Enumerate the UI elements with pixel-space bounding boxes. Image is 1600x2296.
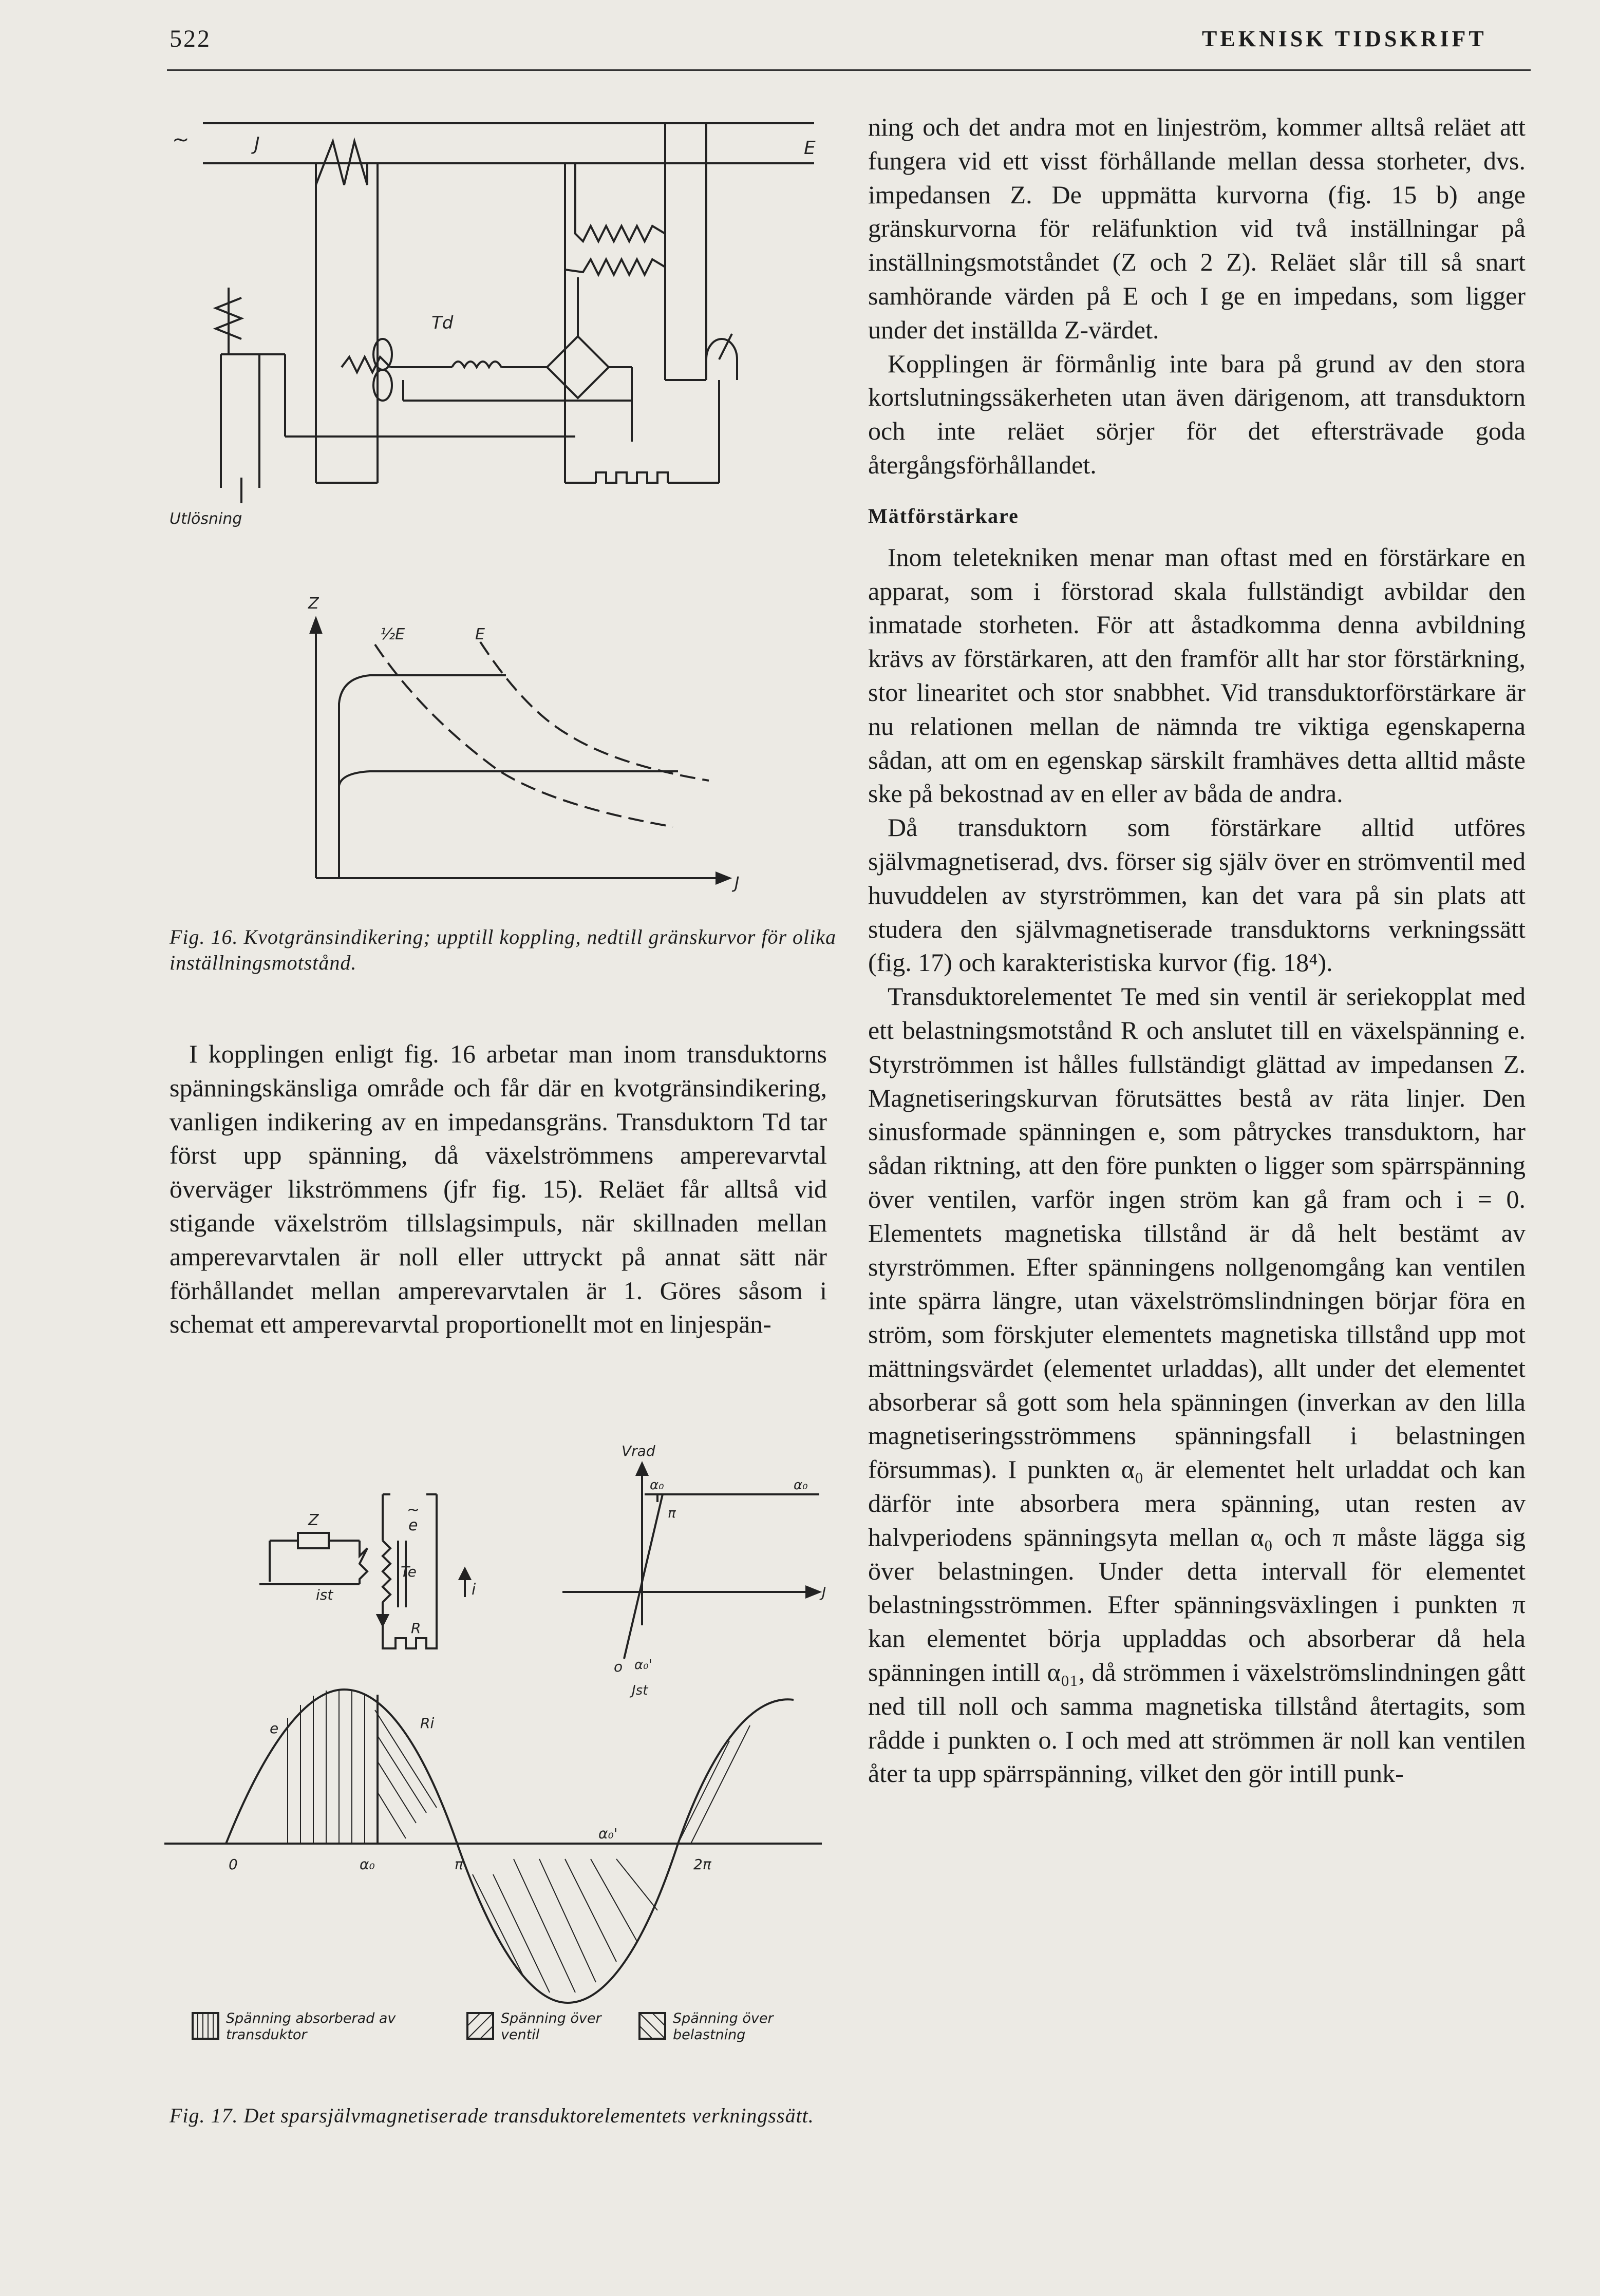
td-label: Td xyxy=(431,313,454,333)
right-p5: Transduktorelementet Te med sin ventil är seriekopplat med ett belastningsmotstånd R och anslutet till en växelspänning e. Styrströmmen ist hålles fullständigt glättad av impedansen Z. Magnetiseringskurvan förutsättes bestå av räta linjer. Den sinusformade spänningen e, som påtryckes transduktorn, har sådan riktning, att den före punkten o ligger som spärrspänning över ventilen, varför ingen ström kan gå fram och i = 0. Elementets magnetiska tillstånd är då helt bestämt av styrströmmen. Efter spänningens nollgenomgång kan ventilen inte spärra längre, utan växelströmslindningen börjar föra en ström, som förskjuter elementets magnetiska tillstånd upp mot mättningsvärdet (elementet urladdas), allt under det elementet absorberar så gott som hela spänningen (inverkan av den lilla magnetiseringsströmmens spänningsfall i belastningen försummas). I punkten α₀ är elementet helt urladdat och kan därför inte absorbera mera spänning, utan resten av halvperiodens spänningsyta mellan α₀ och π måste lägga sig över belastningen. Under detta intervall för elementet belastningsströmmen. Efter spänningsväxlingen i punkten π kan elementet börja uppladdas och absorberar då hela spänningen intill α₀₁, då strömmen i växelströmslindningen gått ned till noll och samma magnetiska tillstånd återtagits, som rådde i punkten o. I och med att strömmen är noll kan ventilen åter ta upp spärrspänning, vilket den gör intill punk- xyxy=(868,982,1526,1788)
sine-wave xyxy=(226,1690,794,2003)
right-p3: Inom teletekniken menar man oftast med en förstärkare en apparat, som i förstorad skala fullständigt avbildar den inmatade storheten. För att åstadkomma denna avbildning krävs av förstärkaren, att den framför allt har stor förstärkning, stor linearitet och stor snabbhet. Vid transduktorförstärkare är nu relationen mellan de nämnda tre viktiga egenskaperna sådan, att om en egenskap särskilt framhäves detta alltid måste ske på bekostnad av en eller av båda de andra. xyxy=(868,542,1526,808)
hatch-load xyxy=(375,1710,750,1844)
legend-absorbed: Spänning absorberad av transduktor xyxy=(226,2010,396,2043)
o2-label: 0 xyxy=(229,1856,238,1873)
z-axis-label: Z xyxy=(308,595,319,613)
e-curve-label: E xyxy=(475,625,485,643)
fig17-caption: Fig. 17. Det sparsjälvmagnetiserade transduktorelementets verkningssätt. xyxy=(170,2104,814,2127)
curve-e-dashed xyxy=(480,642,709,781)
legend-valve: Spänning över ventil xyxy=(501,2010,601,2043)
ist-label: ist xyxy=(316,1586,333,1603)
legend-load: Spänning över belastning xyxy=(673,2010,774,2043)
e2-label: e xyxy=(270,1720,279,1737)
i-label: i xyxy=(472,1581,476,1599)
r-label: R xyxy=(411,1620,421,1637)
curve-lower xyxy=(339,771,678,786)
two-pi-label: 2π xyxy=(693,1856,711,1873)
ri-label: Ri xyxy=(420,1715,435,1732)
vrad-label: Vrad xyxy=(622,1443,655,1459)
section-heading: Mätförstärkare xyxy=(868,504,1019,527)
right-p1: ning och det andra mot en linjeström, kommer alltså reläet att fungera vid ett visst förhållande mellan dessa storheter, dvs. impedansen Z. De uppmätta kurvorna (fig. 15 b) ange gränskurvorna för reläfunktion vid två inställningar på inställningsmotståndet (Z och 2 Z). Reläet slår till så snart samhörande värden på E och I ge en impedans, som ligger under det inställda Z-värdet. xyxy=(868,112,1526,344)
j-label: J xyxy=(254,134,260,155)
alpha0-c: α₀ xyxy=(360,1856,375,1873)
pi-top-label: π xyxy=(668,1506,676,1521)
tilde-label: ~ xyxy=(172,128,190,151)
right-p2: Kopplingen är förmånlig inte bara på grund av den stora kortslutningssäkerheten utan även därigenom, att transduktorn och inte reläet sörjer för det eftersträvade goda återgångsförhållandet. xyxy=(868,349,1526,479)
z-label: Z xyxy=(308,1511,319,1529)
j-axis-label: J xyxy=(735,873,740,893)
e-tilde-label: ~ xyxy=(407,1501,420,1519)
te-label: Te xyxy=(401,1563,417,1580)
hatch-valve xyxy=(473,1859,657,1993)
j2-label: J xyxy=(822,1584,826,1601)
page-number: 522 xyxy=(170,25,211,52)
e-label: e xyxy=(408,1516,418,1534)
right-column-text xyxy=(868,110,1526,1791)
o-label: o xyxy=(614,1658,623,1675)
alpha0-prime-label: α₀' xyxy=(634,1657,652,1673)
fig16-caption: Fig. 16. Kvotgränsindikering; upptill koppling, nedtill gränskurvor för olika inställningsmotstånd. xyxy=(170,925,837,974)
alpha0-a: α₀ xyxy=(650,1477,664,1493)
left-column-text xyxy=(170,1037,827,1341)
pi2-label: π xyxy=(455,1856,463,1873)
curve-half-e-dashed xyxy=(375,644,673,827)
utlosning-label: Utlösning xyxy=(170,510,242,528)
curve-upper xyxy=(339,675,506,878)
right-p4: Då transduktorn som förstärkare alltid utföres självmagnetiserad, dvs. förser sig själv över en strömventil med huvuddelen av styrströmmen, kan det vara på sin plats att studera den självmagnetiserade transduktorns verkningssätt (fig. 17) och karakteristiska kurvor (fig. 18⁴). xyxy=(868,813,1526,977)
alpha0-d: α₀' xyxy=(598,1825,618,1842)
header-rule xyxy=(167,69,1531,71)
e-label: E xyxy=(804,138,816,159)
left-paragraph: I kopplingen enligt fig. 16 arbetar man inom transduktorns spänningskänsliga område och får där en kvotgränsindikering, vanligen indikering av en impedansgräns. Transduktorn Td tar först upp spänning, då växelströmmens amperevarvtal överväger likströmmens (jfr fig. 15). Reläet får alltså vid stigande växelström tillslagsimpuls, när skillnaden mellan amperevarvtalen är noll eller uttryckt på annat sätt när förhållandet mellan amperevarvtalen är 1. Göres såsom i schemat ett amperevarvtal proportionellt mot en linjespän- xyxy=(170,1039,827,1339)
alpha0-b: α₀ xyxy=(794,1477,808,1493)
jst-label: Jst xyxy=(632,1683,648,1698)
journal-title: TEKNISK TIDSKRIFT xyxy=(1202,26,1487,51)
hatch-absorbed xyxy=(288,1690,365,1844)
half-e-label: ½E xyxy=(380,625,405,643)
